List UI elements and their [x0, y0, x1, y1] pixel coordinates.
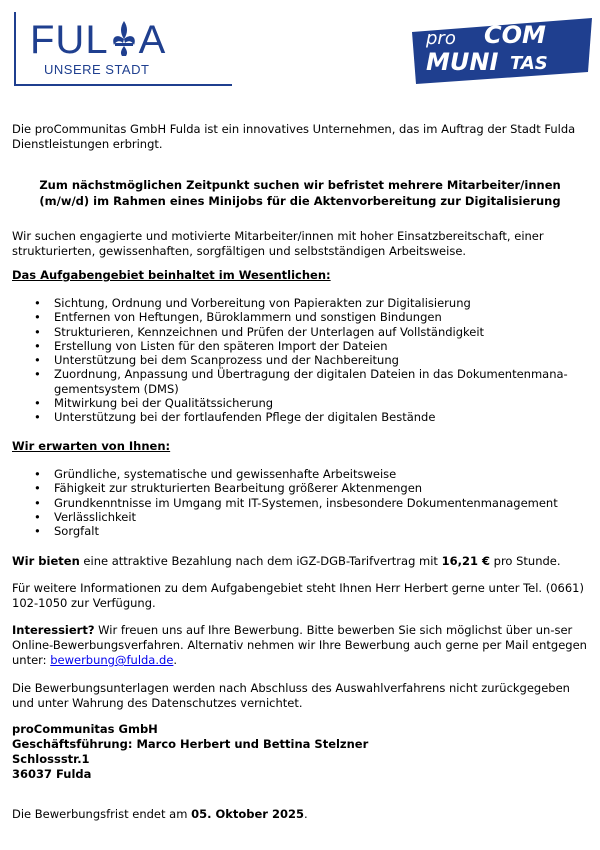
- list-item: • Sichtung, Ordnung und Vorbereitung von Papierakten zur Digitalisierung: [12, 296, 588, 310]
- list-item: • Sorgfalt: [12, 524, 588, 538]
- tasks-title: Das Aufgabengebiet beinhaltet im Wesentlichen:: [12, 268, 331, 282]
- list-item: • Strukturieren, Kennzeichnen und Prüfen der Unterlagen auf Vollständigkeit: [12, 325, 588, 339]
- list-item: • Erstellung von Listen für den späteren Import der Dateien: [12, 339, 588, 353]
- expect-title: Wir erwarten von Ihnen:: [12, 439, 171, 453]
- list-item: • Mitwirkung bei der Qualitätssicherung: [12, 396, 588, 410]
- offer-text: eine attraktive Bezahlung nach dem iGZ-DGB-Tarifvertrag mit: [79, 554, 442, 568]
- job-headline-line-1: Zum nächstmöglichen Zeitpunkt suchen wir befristet mehrere Mitarbeiter/innen: [39, 178, 561, 192]
- street-address: Schlossstr.1: [12, 752, 90, 766]
- intro-paragraph: Die proCommunitas GmbH Fulda ist ein innovatives Unternehmen, das im Auftrag der Stadt Fulda Dienstleistungen erbringt.: [12, 122, 576, 151]
- application-email-link[interactable]: bewerbung@fulda.de: [50, 653, 174, 667]
- logo-horizontal-rule: [14, 84, 232, 86]
- seeking-paragraph: Wir suchen engagierte und motivierte Mitarbeiter/innen mit hoher Einsatzbereitschaft, einer strukturierten, gewissenhaften, sorgfältigen und selbstständigen Arbeitsweise.: [12, 229, 544, 258]
- company-name: proCommunitas GmbH: [12, 722, 158, 736]
- city-address: 36037 Fulda: [12, 767, 92, 781]
- list-item: • Grundkenntnisse im Umgang mit IT-Systemen, insbesondere Dokumentenmanagement: [12, 496, 588, 510]
- list-item: • Unterstützung bei der fortlaufenden Pflege der digitalen Bestände: [12, 410, 588, 424]
- apply-tail: .: [173, 653, 178, 667]
- deadline-date: 05. Oktober 2025: [191, 807, 304, 821]
- deadline-text: Die Bewerbungsfrist endet am: [12, 807, 192, 821]
- list-item: • Zuordnung, Anpassung und Übertragung der digitalen Dateien in das Dokumentenmana-gementsystem (DMS): [12, 367, 588, 396]
- list-item: • Unterstützung bei dem Scanprozess und der Nachbereitung: [12, 353, 588, 367]
- offer-lead: Wir bieten: [12, 554, 80, 568]
- tasks-list: [12, 296, 588, 425]
- fleur-de-lis-icon: [109, 19, 139, 57]
- offer-tail: pro Stunde.: [489, 554, 561, 568]
- logo-pro-text: pro: [426, 28, 456, 49]
- list-item: • Fähigkeit zur strukturierten Bearbeitung größerer Aktenmengen: [12, 481, 588, 495]
- city-logo-subline: UNSERE STADT: [44, 62, 150, 77]
- procommunitas-logo: [412, 18, 592, 84]
- job-headline-line-2: (m/w/d) im Rahmen eines Minijobs für die Aktenvorbereitung zur Digitalisierung: [39, 194, 561, 208]
- apply-lead: Interessiert?: [12, 623, 95, 637]
- apply-text: Wir freuen uns auf Ihre Bewerbung. Bitte bewerben Sie sich möglichst über un-ser Online-Bewerbungsverfahren. Alternativ nehmen wir Ihre Bewerbung auch gerne per Mail entgegen unter:: [12, 623, 587, 667]
- logo-com-text: COM: [484, 21, 546, 49]
- info-paragraph: Für weitere Informationen zu dem Aufgabengebiet steht Ihnen Herr Herbert gerne unter Tel. (0661) 102-1050 zur Verfügung.: [12, 581, 584, 610]
- logo-muni-text: MUNI: [426, 48, 499, 76]
- contact-block: [12, 722, 368, 782]
- documents-note: Die Bewerbungsunterlagen werden nach Abschluss des Auswahlverfahrens nicht zurückgegeben und unter Wahrung des Datenschutzes vernichtet.: [12, 681, 570, 710]
- logo-vertical-rule: [14, 12, 16, 84]
- list-item: • Verlässlichkeit: [12, 510, 588, 524]
- hourly-rate: 16,21 €: [441, 554, 490, 568]
- expect-list: [12, 467, 588, 538]
- city-logo-wordmark: FUL A: [30, 18, 167, 62]
- list-item: • Gründliche, systematische und gewissenhafte Arbeitsweise: [12, 467, 588, 481]
- city-logo: [14, 12, 232, 86]
- letterhead: [0, 0, 600, 100]
- management-line: Geschäftsführung: Marco Herbert und Bettina Stelzner: [12, 737, 369, 751]
- logo-tas-text: TAS: [510, 53, 548, 74]
- offer-paragraph: [12, 554, 588, 569]
- apply-paragraph: [12, 623, 588, 668]
- job-headline: [12, 177, 588, 209]
- deadline-paragraph: [12, 807, 588, 822]
- list-item: • Entfernen von Heftungen, Büroklammern und sonstigen Bindungen: [12, 310, 588, 324]
- deadline-tail: .: [303, 807, 308, 821]
